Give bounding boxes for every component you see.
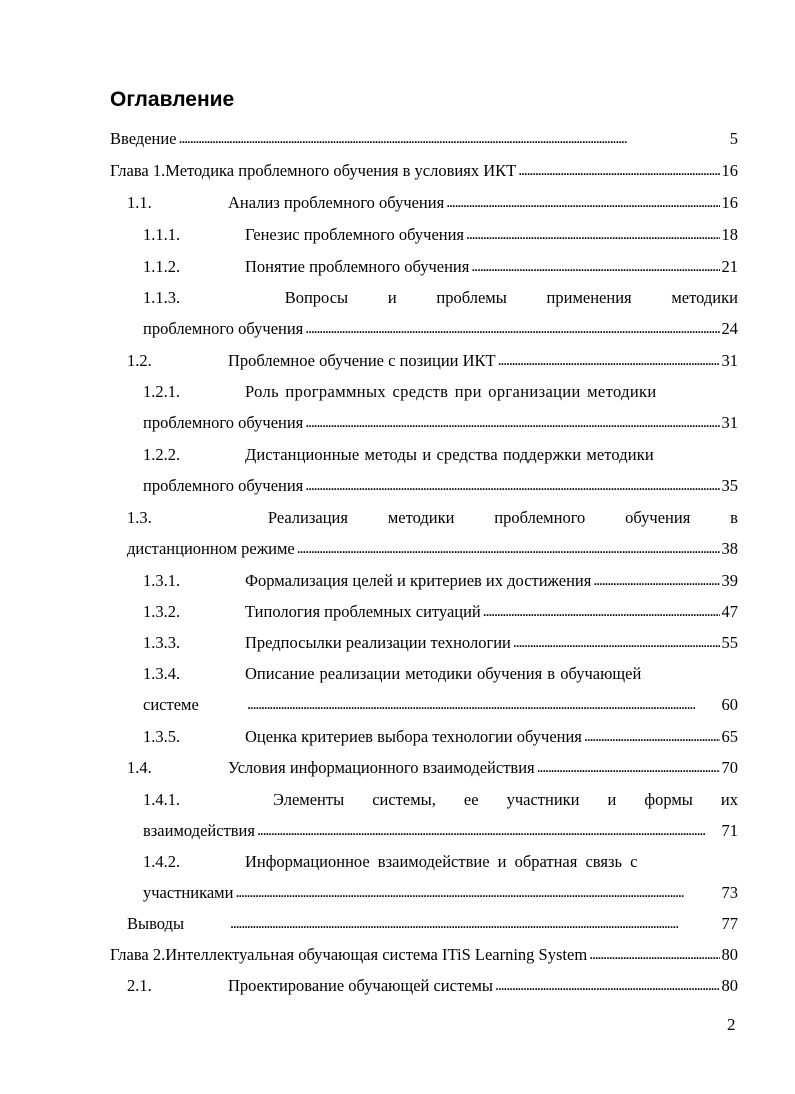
toc-title: Проектирование обучающей системы — [228, 976, 494, 995]
dot-leader — [589, 944, 719, 966]
toc-title: проблемного обучения — [143, 413, 304, 432]
toc-word: и — [607, 790, 617, 809]
toc-title: дистанционном режиме — [127, 539, 295, 558]
toc-word: в — [730, 508, 738, 527]
toc-word: Элементы — [273, 790, 345, 809]
toc-title: системе — [143, 695, 199, 714]
toc-title: Интеллектуальная обучающая система ITiS Learning System — [165, 945, 588, 964]
toc-page: 31 — [721, 413, 738, 432]
toc-word: проблемы — [436, 288, 507, 307]
toc-word: их — [720, 790, 738, 809]
toc-number: Глава 2. — [110, 945, 166, 964]
toc-title: проблемного обучения — [143, 476, 304, 495]
toc-number: 1.3.3. — [143, 633, 181, 652]
toc-entry-1-3-5[interactable] — [143, 726, 738, 748]
toc-title: взаимодействия — [143, 821, 255, 840]
dot-leader — [257, 820, 720, 842]
toc-entry-1-3[interactable] — [127, 507, 738, 529]
toc-number: 1.3.2. — [143, 602, 181, 621]
toc-entry-conclusions[interactable] — [127, 913, 738, 935]
dot-leader — [593, 570, 719, 592]
toc-page: 5 — [729, 129, 738, 148]
toc-page: 21 — [721, 257, 738, 276]
toc-title: проблемного обучения — [143, 319, 304, 338]
toc-number: 1.3.5. — [143, 727, 181, 746]
toc-entry-1-4[interactable] — [127, 757, 738, 779]
toc-number: 1.1.3. — [143, 288, 181, 307]
dot-leader — [495, 975, 719, 997]
toc-page: 31 — [721, 351, 738, 370]
toc-word: системы, — [372, 790, 436, 809]
dot-leader — [537, 757, 720, 779]
toc-title: Понятие проблемного обучения — [245, 257, 470, 276]
toc-title: Роль программных средств при организации методики — [245, 382, 657, 401]
toc-entry-1-3-3[interactable] — [143, 632, 738, 654]
toc-entry-1-1-2[interactable] — [143, 256, 738, 278]
toc-page: 47 — [721, 602, 738, 621]
toc-page: 70 — [721, 758, 738, 777]
toc-word: обучения — [625, 508, 691, 527]
toc-title: Выводы — [127, 914, 185, 933]
toc-page: 16 — [721, 193, 738, 212]
toc-title: Дистанционные методы и средства поддержки методики — [245, 445, 654, 464]
toc-title: Генезис проблемного обучения — [245, 225, 465, 244]
dot-leader — [513, 632, 720, 654]
toc-number: 1.3. — [127, 508, 152, 527]
toc-title: Типология проблемных ситуаций — [245, 602, 481, 621]
toc-entry-1-4-1-cont[interactable] — [143, 820, 738, 842]
dot-leader — [305, 318, 719, 340]
toc-title: Предпосылки реализации технологии — [245, 633, 511, 652]
toc-page: 77 — [721, 914, 738, 933]
toc-title: Формализация целей и критериев их достижения — [245, 571, 592, 590]
dot-leader — [498, 350, 720, 372]
toc-number: 1.4. — [127, 758, 152, 777]
toc-title: Методика проблемного обучения в условиях ИКТ — [165, 161, 517, 180]
toc-entry-1-3-4-cont[interactable] — [143, 694, 738, 716]
toc-number: 1.3.1. — [143, 571, 181, 590]
toc-entry-1-4-1[interactable] — [143, 789, 738, 811]
toc-title: участниками — [143, 883, 234, 902]
toc-page: 80 — [721, 976, 738, 995]
toc-number: 1.4.1. — [143, 790, 181, 809]
toc-entry-2-1[interactable] — [127, 975, 738, 997]
toc-number: 1.1.1. — [143, 225, 181, 244]
toc-word: ее — [463, 790, 479, 809]
toc-entry-intro[interactable] — [110, 128, 738, 150]
toc-page: 35 — [721, 476, 738, 495]
dot-leader — [584, 726, 720, 748]
toc-page: 24 — [721, 319, 738, 338]
toc-entry-1-4-2[interactable] — [143, 851, 738, 873]
toc-word: применения — [546, 288, 632, 307]
toc-number: 2.1. — [127, 976, 152, 995]
toc-entry-1-1-3[interactable] — [143, 287, 738, 309]
dot-leader — [305, 475, 719, 497]
toc-title: Информационное взаимодействие и обратная связь с — [245, 852, 638, 871]
toc-page: 39 — [721, 571, 738, 590]
toc-entry-1-1-3-cont[interactable] — [143, 318, 738, 340]
toc-word: участники — [506, 790, 580, 809]
toc-word: методики — [387, 508, 455, 527]
toc-title: Анализ проблемного обучения — [228, 193, 445, 212]
toc-number: Глава 1. — [110, 161, 166, 180]
toc-number: 1.4.2. — [143, 852, 181, 871]
toc-entry-1-3-cont[interactable] — [127, 538, 738, 560]
toc-entry-chapter-1[interactable] — [110, 160, 738, 182]
toc-number: 1.2.1. — [143, 382, 181, 401]
toc-entry-1-2-1-cont[interactable] — [143, 412, 738, 434]
toc-word: Вопросы — [284, 288, 349, 307]
dot-leader — [483, 601, 720, 623]
toc-word: методики — [671, 288, 738, 307]
toc-entry-1-1[interactable] — [127, 192, 738, 214]
toc-entry-1-2-2-cont[interactable] — [143, 475, 738, 497]
toc-number: 1.3.4. — [143, 664, 181, 683]
toc-number: 1.2.2. — [143, 445, 181, 464]
toc-entry-1-3-1[interactable] — [143, 570, 738, 592]
toc-entry-1-2-1[interactable] — [143, 381, 738, 403]
toc-entry-1-4-2-cont[interactable] — [143, 882, 738, 904]
dot-leader — [466, 224, 719, 246]
dot-leader — [471, 256, 719, 278]
dot-leader — [247, 694, 720, 716]
toc-number: 1.1.2. — [143, 257, 181, 276]
dot-leader — [446, 192, 719, 214]
page-number: 2 — [727, 1015, 736, 1034]
toc-number: 1.2. — [127, 351, 152, 370]
dot-leader — [230, 913, 720, 935]
toc-entry-1-3-4[interactable] — [143, 663, 738, 685]
dot-leader — [235, 882, 719, 904]
toc-page: 80 — [721, 945, 738, 964]
toc-title: Условия информационного взаимодействия — [228, 758, 535, 777]
dot-leader — [305, 412, 719, 434]
toc-page: 60 — [721, 695, 738, 714]
toc-entry-1-2-2[interactable] — [143, 444, 738, 466]
toc-page: 16 — [721, 161, 738, 180]
toc-page: 38 — [721, 539, 738, 558]
dot-leader — [518, 160, 719, 182]
toc-title: Оценка критериев выбора технологии обучения — [245, 727, 582, 746]
toc-word: и — [387, 288, 397, 307]
toc-page: 65 — [721, 727, 738, 746]
toc-entry-chapter-2[interactable] — [110, 944, 738, 966]
toc-word: формы — [644, 790, 693, 809]
toc-page: 73 — [721, 883, 738, 902]
toc-page: 71 — [721, 821, 738, 840]
toc-entry-1-3-2[interactable] — [143, 601, 738, 623]
toc-word: проблемного — [494, 508, 586, 527]
toc-title: Описание реализации методики обучения в обучающей — [245, 664, 642, 683]
dot-leader — [179, 128, 728, 150]
dot-leader — [297, 538, 720, 560]
toc-page: 18 — [721, 225, 738, 244]
toc-entry-1-2[interactable] — [127, 350, 738, 372]
toc-title: Введение — [110, 129, 177, 148]
toc-entry-1-1-1[interactable] — [143, 224, 738, 246]
page-title: Оглавление — [110, 88, 235, 111]
toc-page: 55 — [721, 633, 738, 652]
toc-word: Реализация — [267, 508, 348, 527]
toc-title: Проблемное обучение с позиции ИКТ — [228, 351, 496, 370]
toc-number: 1.1. — [127, 193, 152, 212]
